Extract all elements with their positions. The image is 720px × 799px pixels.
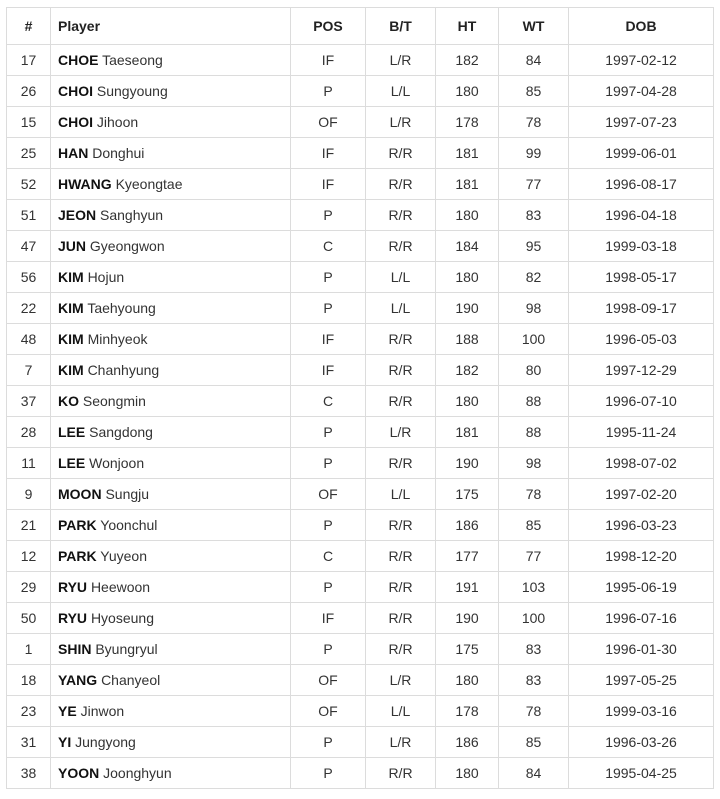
cell-number: 52 [7, 169, 51, 200]
cell-weight: 98 [499, 293, 569, 324]
cell-height: 180 [436, 386, 499, 417]
cell-bats-throws: L/R [366, 45, 436, 76]
player-given-name: Chanhyung [87, 362, 160, 378]
cell-bats-throws: L/L [366, 76, 436, 107]
cell-bats-throws: L/L [366, 479, 436, 510]
cell-player [51, 386, 291, 417]
cell-weight: 88 [499, 386, 569, 417]
cell-bats-throws: L/R [366, 417, 436, 448]
cell-number: 47 [7, 231, 51, 262]
cell-height: 190 [436, 603, 499, 634]
cell-height: 191 [436, 572, 499, 603]
cell-bats-throws: R/R [366, 386, 436, 417]
cell-position: C [291, 541, 366, 572]
cell-weight: 83 [499, 634, 569, 665]
cell-dob: 1997-02-12 [569, 45, 714, 76]
cell-bats-throws: R/R [366, 603, 436, 634]
cell-number: 15 [7, 107, 51, 138]
table-row [7, 169, 714, 200]
cell-number: 22 [7, 293, 51, 324]
player-given-name: Donghui [92, 145, 145, 161]
player-surname: KIM [58, 269, 84, 285]
cell-player [51, 262, 291, 293]
cell-dob: 1996-07-10 [569, 386, 714, 417]
cell-player [51, 665, 291, 696]
cell-player [51, 107, 291, 138]
table-row [7, 45, 714, 76]
cell-height: 182 [436, 45, 499, 76]
cell-weight: 77 [499, 169, 569, 200]
cell-bats-throws: L/L [366, 293, 436, 324]
table-row [7, 200, 714, 231]
cell-bats-throws: R/R [366, 510, 436, 541]
cell-position: OF [291, 665, 366, 696]
player-surname: KIM [58, 300, 84, 316]
cell-player [51, 355, 291, 386]
cell-bats-throws: R/R [366, 541, 436, 572]
cell-weight: 99 [499, 138, 569, 169]
player-surname: SHIN [58, 641, 92, 657]
cell-bats-throws: L/R [366, 665, 436, 696]
cell-weight: 80 [499, 355, 569, 386]
player-surname: KIM [58, 362, 84, 378]
player-surname: PARK [58, 517, 97, 533]
cell-dob: 1997-02-20 [569, 479, 714, 510]
cell-height: 178 [436, 696, 499, 727]
player-surname: MOON [58, 486, 102, 502]
player-given-name: Jihoon [96, 114, 139, 130]
cell-weight: 85 [499, 727, 569, 758]
cell-weight: 100 [499, 603, 569, 634]
player-surname: YE [58, 703, 77, 719]
cell-number: 48 [7, 324, 51, 355]
cell-player [51, 696, 291, 727]
cell-weight: 100 [499, 324, 569, 355]
cell-player [51, 76, 291, 107]
cell-position: IF [291, 355, 366, 386]
cell-number: 11 [7, 448, 51, 479]
cell-position: IF [291, 324, 366, 355]
cell-dob: 1995-06-19 [569, 572, 714, 603]
player-given-name: Sangdong [89, 424, 153, 440]
player-surname: LEE [58, 455, 86, 471]
cell-player [51, 479, 291, 510]
table-row [7, 107, 714, 138]
player-surname: HWANG [58, 176, 112, 192]
player-given-name: Sanghyun [100, 207, 164, 223]
table-row [7, 572, 714, 603]
cell-player [51, 169, 291, 200]
player-given-name: Jinwon [80, 703, 125, 719]
cell-player [51, 45, 291, 76]
cell-position: OF [291, 107, 366, 138]
cell-player [51, 510, 291, 541]
cell-position: P [291, 293, 366, 324]
cell-position: P [291, 510, 366, 541]
cell-player [51, 293, 291, 324]
cell-dob: 1996-07-16 [569, 603, 714, 634]
cell-bats-throws: L/R [366, 727, 436, 758]
table-row [7, 603, 714, 634]
player-given-name: Hojun [87, 269, 125, 285]
cell-height: 188 [436, 324, 499, 355]
cell-bats-throws: R/R [366, 448, 436, 479]
cell-height: 181 [436, 169, 499, 200]
cell-player [51, 603, 291, 634]
cell-height: 175 [436, 634, 499, 665]
cell-weight: 82 [499, 262, 569, 293]
cell-height: 182 [436, 355, 499, 386]
cell-height: 180 [436, 758, 499, 789]
cell-player [51, 727, 291, 758]
cell-dob: 1998-12-20 [569, 541, 714, 572]
cell-number: 38 [7, 758, 51, 789]
cell-bats-throws: R/R [366, 355, 436, 386]
cell-position: OF [291, 479, 366, 510]
cell-player [51, 572, 291, 603]
player-given-name: Jungyong [75, 734, 136, 750]
cell-weight: 98 [499, 448, 569, 479]
player-given-name: Kyeongtae [115, 176, 183, 192]
cell-bats-throws: R/R [366, 634, 436, 665]
cell-dob: 1997-07-23 [569, 107, 714, 138]
cell-number: 37 [7, 386, 51, 417]
cell-position: P [291, 262, 366, 293]
cell-number: 50 [7, 603, 51, 634]
player-surname: CHOE [58, 52, 99, 68]
cell-player [51, 448, 291, 479]
player-surname: KO [58, 393, 79, 409]
cell-bats-throws: R/R [366, 572, 436, 603]
table-row [7, 727, 714, 758]
cell-height: 181 [436, 138, 499, 169]
cell-height: 186 [436, 510, 499, 541]
header-weight: WT [499, 8, 569, 45]
table-row [7, 262, 714, 293]
cell-dob: 1997-04-28 [569, 76, 714, 107]
table-row [7, 665, 714, 696]
cell-position: IF [291, 138, 366, 169]
cell-dob: 1996-01-30 [569, 634, 714, 665]
cell-height: 180 [436, 665, 499, 696]
player-given-name: Byungryul [95, 641, 158, 657]
table-row [7, 634, 714, 665]
roster-table [6, 7, 714, 789]
table-row [7, 448, 714, 479]
table-row [7, 541, 714, 572]
cell-dob: 1996-03-23 [569, 510, 714, 541]
cell-weight: 103 [499, 572, 569, 603]
cell-number: 29 [7, 572, 51, 603]
cell-number: 25 [7, 138, 51, 169]
player-surname: RYU [58, 579, 88, 595]
table-row [7, 293, 714, 324]
table-row [7, 231, 714, 262]
cell-number: 9 [7, 479, 51, 510]
cell-number: 23 [7, 696, 51, 727]
table-row [7, 510, 714, 541]
cell-number: 31 [7, 727, 51, 758]
cell-dob: 1995-11-24 [569, 417, 714, 448]
cell-position: P [291, 572, 366, 603]
player-given-name: Taehyoung [87, 300, 156, 316]
cell-weight: 78 [499, 479, 569, 510]
cell-height: 180 [436, 200, 499, 231]
cell-bats-throws: R/R [366, 200, 436, 231]
header-position: POS [291, 8, 366, 45]
cell-height: 181 [436, 417, 499, 448]
table-header [7, 8, 714, 45]
header-number: # [7, 8, 51, 45]
cell-position: P [291, 634, 366, 665]
table-row [7, 324, 714, 355]
player-given-name: Chanyeol [101, 672, 161, 688]
player-surname: HAN [58, 145, 89, 161]
cell-height: 186 [436, 727, 499, 758]
cell-bats-throws: L/L [366, 696, 436, 727]
cell-bats-throws: R/R [366, 758, 436, 789]
player-given-name: Heewoon [90, 579, 151, 595]
cell-weight: 84 [499, 758, 569, 789]
cell-number: 18 [7, 665, 51, 696]
cell-dob: 1999-03-16 [569, 696, 714, 727]
cell-position: IF [291, 603, 366, 634]
cell-bats-throws: R/R [366, 231, 436, 262]
table-row [7, 758, 714, 789]
cell-player [51, 634, 291, 665]
cell-position: P [291, 417, 366, 448]
cell-player [51, 231, 291, 262]
player-given-name: Yuyeon [100, 548, 147, 564]
header-bats-throws: B/T [366, 8, 436, 45]
cell-height: 175 [436, 479, 499, 510]
player-surname: JUN [58, 238, 87, 254]
header-height: HT [436, 8, 499, 45]
cell-player [51, 324, 291, 355]
cell-dob: 1998-05-17 [569, 262, 714, 293]
player-surname: YI [58, 734, 72, 750]
cell-height: 190 [436, 293, 499, 324]
cell-dob: 1998-07-02 [569, 448, 714, 479]
cell-number: 21 [7, 510, 51, 541]
table-row [7, 138, 714, 169]
cell-weight: 88 [499, 417, 569, 448]
cell-bats-throws: R/R [366, 138, 436, 169]
cell-player [51, 138, 291, 169]
header-player: Player [51, 8, 291, 45]
cell-player [51, 417, 291, 448]
table-row [7, 479, 714, 510]
header-row [7, 8, 714, 45]
cell-position: P [291, 727, 366, 758]
cell-dob: 1997-05-25 [569, 665, 714, 696]
cell-number: 51 [7, 200, 51, 231]
player-given-name: Seongmin [82, 393, 146, 409]
cell-height: 190 [436, 448, 499, 479]
player-given-name: Gyeongwon [89, 238, 165, 254]
cell-bats-throws: L/R [366, 107, 436, 138]
cell-position: C [291, 386, 366, 417]
cell-height: 180 [436, 76, 499, 107]
cell-player [51, 758, 291, 789]
player-surname: KIM [58, 331, 84, 347]
cell-dob: 1996-05-03 [569, 324, 714, 355]
cell-position: OF [291, 696, 366, 727]
cell-position: IF [291, 45, 366, 76]
player-surname: CHOI [58, 114, 93, 130]
cell-number: 17 [7, 45, 51, 76]
cell-dob: 1999-06-01 [569, 138, 714, 169]
cell-player [51, 200, 291, 231]
cell-number: 7 [7, 355, 51, 386]
cell-position: P [291, 758, 366, 789]
cell-position: P [291, 76, 366, 107]
player-surname: YANG [58, 672, 98, 688]
table-body [7, 45, 714, 789]
cell-dob: 1995-04-25 [569, 758, 714, 789]
table-row [7, 355, 714, 386]
cell-number: 1 [7, 634, 51, 665]
player-surname: CHOI [58, 83, 93, 99]
player-surname: YOON [58, 765, 100, 781]
cell-weight: 84 [499, 45, 569, 76]
cell-weight: 95 [499, 231, 569, 262]
player-given-name: Taeseong [102, 52, 163, 68]
cell-position: P [291, 200, 366, 231]
header-dob: DOB [569, 8, 714, 45]
table-row [7, 386, 714, 417]
cell-weight: 83 [499, 665, 569, 696]
cell-bats-throws: R/R [366, 169, 436, 200]
player-surname: JEON [58, 207, 97, 223]
cell-height: 177 [436, 541, 499, 572]
cell-dob: 1996-04-18 [569, 200, 714, 231]
cell-height: 184 [436, 231, 499, 262]
player-surname: RYU [58, 610, 88, 626]
table-row [7, 696, 714, 727]
cell-number: 26 [7, 76, 51, 107]
player-given-name: Joonghyun [103, 765, 172, 781]
player-given-name: Hyoseung [90, 610, 154, 626]
cell-number: 12 [7, 541, 51, 572]
cell-dob: 1997-12-29 [569, 355, 714, 386]
player-given-name: Minhyeok [87, 331, 148, 347]
cell-position: IF [291, 169, 366, 200]
cell-bats-throws: L/L [366, 262, 436, 293]
cell-dob: 1996-08-17 [569, 169, 714, 200]
player-given-name: Sungyoung [96, 83, 168, 99]
cell-height: 180 [436, 262, 499, 293]
player-surname: PARK [58, 548, 97, 564]
cell-weight: 83 [499, 200, 569, 231]
table-row [7, 417, 714, 448]
cell-weight: 78 [499, 696, 569, 727]
player-given-name: Wonjoon [89, 455, 145, 471]
cell-position: C [291, 231, 366, 262]
table-row [7, 76, 714, 107]
cell-player [51, 541, 291, 572]
cell-weight: 78 [499, 107, 569, 138]
cell-dob: 1999-03-18 [569, 231, 714, 262]
player-surname: LEE [58, 424, 86, 440]
cell-bats-throws: R/R [366, 324, 436, 355]
cell-height: 178 [436, 107, 499, 138]
cell-dob: 1998-09-17 [569, 293, 714, 324]
cell-weight: 85 [499, 510, 569, 541]
cell-number: 56 [7, 262, 51, 293]
cell-dob: 1996-03-26 [569, 727, 714, 758]
cell-weight: 85 [499, 76, 569, 107]
player-given-name: Yoonchul [100, 517, 158, 533]
cell-number: 28 [7, 417, 51, 448]
cell-position: P [291, 448, 366, 479]
player-given-name: Sungju [105, 486, 150, 502]
cell-weight: 77 [499, 541, 569, 572]
